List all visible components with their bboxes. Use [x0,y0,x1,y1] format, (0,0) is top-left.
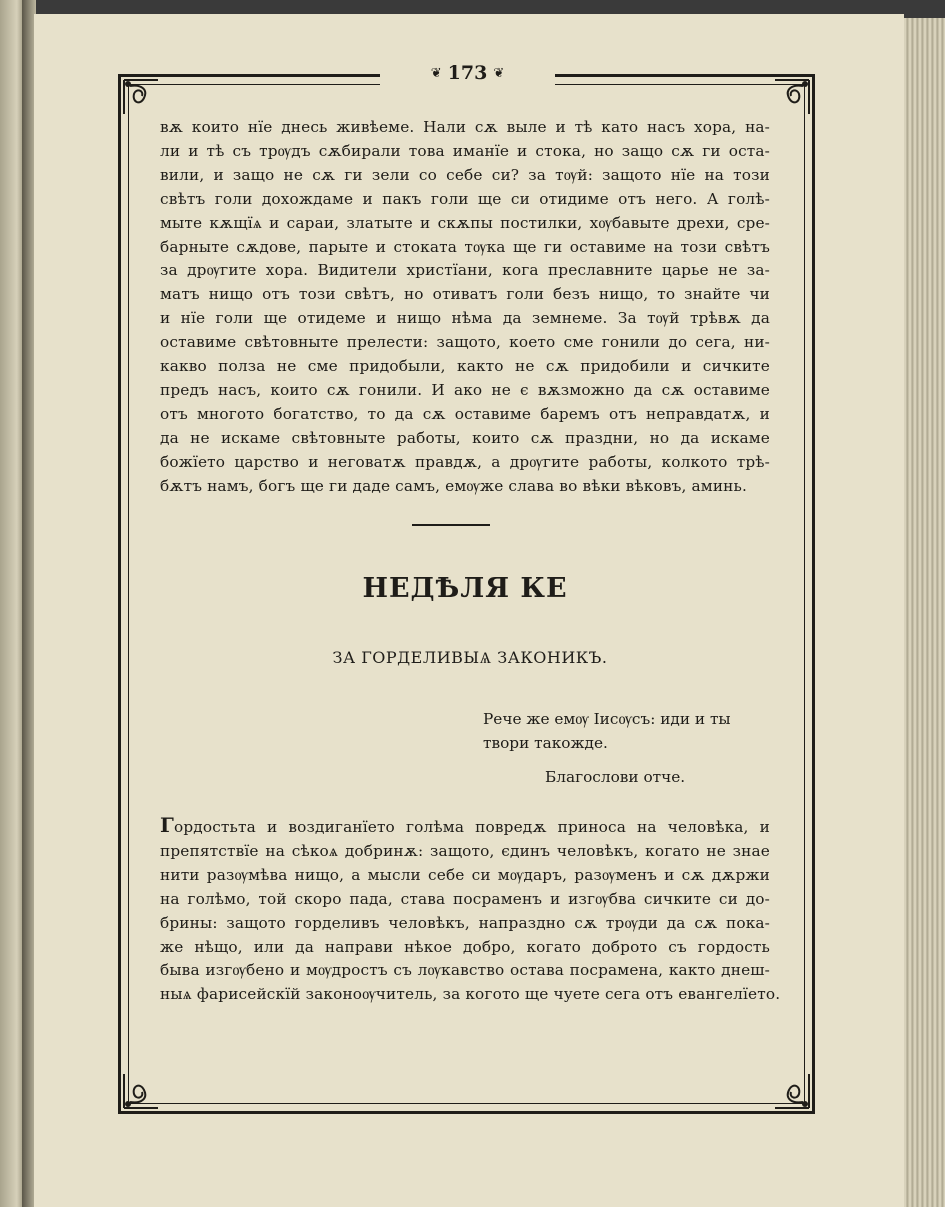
epigraph-line: твори такожде. [483,734,608,752]
text-line: свѣтъ голи дохождаме и пакъ голи ще си отидиме отъ него. А голѣ- [160,189,770,208]
sermon-ending-paragraph [160,116,770,499]
text-line: божїето царство и неговатѫ правдѫ, а дрѹгите работы, колкото трѣ- [160,452,770,471]
text-line: же нѣщо, или да направи нѣкое добро, когато доброто съ гордость [160,937,770,956]
drop-initial: Г [160,813,174,837]
leaf-ornament-icon: ❦ [493,65,505,81]
first-line-text: ордостьта и воздиганїето голѣма повредѫ приноса на человѣка, и [173,818,770,836]
text-line: брины: защото горделивъ человѣкъ, напраздно сѫ трѹди да сѫ пока- [160,913,770,932]
page-number-header [380,58,555,88]
page-number: 173 [447,62,488,84]
corner-ornament-icon [771,1070,813,1112]
left-facing-page-edge [0,0,24,1207]
text-line: отъ многото богатство, то да сѫ оставиме баремъ отъ неправдатѫ, и [160,404,770,423]
text-line: ныѧ фарисейскїй законоѹчитель, за когото ще чуете сега отъ евангелїето. [160,985,781,1004]
text-line: вили, и защо не сѫ ги зели со себе си? за тѹй: защото нїе на този [160,165,770,184]
text-line: барныте сѫдове, парыте и стоката тѹка ще ги оставиме на този свѣтъ [160,237,770,256]
sermon-body-paragraph [160,813,781,1007]
blessing-line: Благослови отче. [545,768,686,786]
epigraph [483,707,773,755]
text-line: ли и тѣ съ трѹдъ сѫбирали това иманїе и стока, но защо сѫ ги оста- [160,141,770,160]
text-line: вѫ които нїе днесь живѣеме. Нали сѫ выле и тѣ като насъ хора, на- [160,118,770,136]
text-line: за дрѹгите хора. Видители христїани, кога преславните царье не за- [160,261,770,280]
corner-ornament-icon [120,1070,162,1112]
corner-ornament-icon [771,76,813,118]
page-stack-edges [904,18,945,1207]
section-divider [412,524,490,526]
text-line: предъ насъ, които сѫ гонили. И ако не є вѫзможно да сѫ оставиме [160,380,770,399]
text-line: мыте кѫщїѧ и сараи, златыте и скѫпы постилки, хѹбавыте дрехи, сре- [160,213,770,232]
text-line: матъ нищо отъ този свѣтъ, но отиватъ голи безъ нищо, то знайте чи [160,285,770,304]
leaf-ornament-icon: ❦ [430,65,442,81]
text-line: оставиме свѣтовныте прелести: защото, което сме гонили до сега, ни- [160,333,770,352]
text-line: на голѣмо, той скоро пада, става посраменъ и изгѹбва сичките си до- [160,889,770,908]
text-line: препятствїе на сѣкоѧ добринѫ: защото, єдинъ человѣкъ, когато не знае [160,841,770,860]
text-line: бѫтъ намъ, богъ ще ги даде самъ, емѹже слава во вѣки вѣковъ, аминь. [160,476,748,495]
section-heading: НЕДѢЛЯ КЕ [362,573,568,604]
text-line: какво полза не сме придобыли, както не сѫ придобили и сичките [160,357,770,376]
text-line: быва изгѹбено и мѹдростъ съ лѹкавство остава посрамена, както днеш- [160,961,770,980]
corner-ornament-icon [120,76,162,118]
text-line: и нїе голи ще отидеме и нищо нѣма да земнеме. За тѹй трѣвѫ да [160,309,770,328]
text-line [160,814,770,840]
text-line: да не искаме свѣтовныте работы, които сѫ праздни, но да искаме [160,428,770,447]
epigraph-line: Рече же емѹ Іисѹсъ: иди и ты [483,710,731,728]
text-line: нити разѹмѣва нищо, а мысли себе си мѹдаръ, разѹменъ и сѫ дѫржи [160,865,770,884]
section-subheading: ЗА ГОРДЕЛИВЫѦ ЗАКОНИКЪ. [332,648,608,667]
